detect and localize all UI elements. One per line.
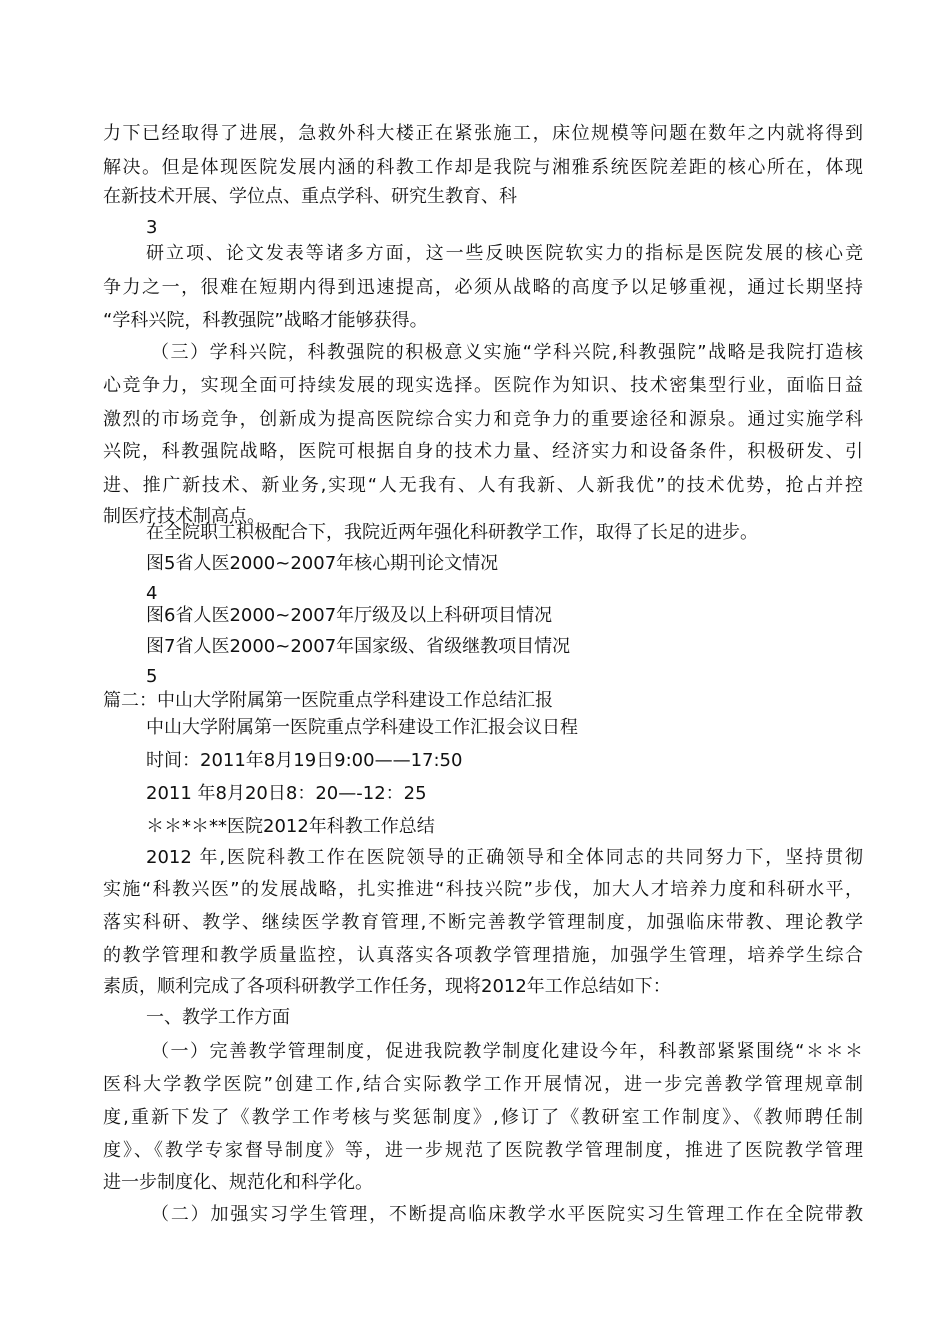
text-line-7: （三）学科兴院，科教强院的积极意义实施“学科兴院,科教强院”战略是我院打造核 xyxy=(151,342,863,363)
text-line-20: 医科大学教学医院”创建工作,结合实际教学工作开展情况，进一步完善教学管理规章制 xyxy=(103,1074,863,1095)
figure-caption-6: 图6省人医2000~2007年厅级及以上科研项目情况 xyxy=(146,605,553,626)
text-line-3: 在新技术开展、学位点、重点学科、研究生教育、科 xyxy=(103,186,517,207)
page-number-5: 5 xyxy=(146,666,158,687)
text-line-24: （二）加强实习学生管理，不断提高临床教学水平医院实习生管理工作在全院带教 xyxy=(151,1204,863,1225)
text-line-21: 度,重新下发了《教学工作考核与奖惩制度》,修订了《教研室工作制度》、《教师聘任制 xyxy=(103,1107,863,1128)
text-line-11: 进、推广新技术、新业务,实现“人无我有、人有我新、人新我优”的技术优势，抢占并控 xyxy=(103,475,863,496)
figure-caption-5: 图5省人医2000~2007年核心期刊论文情况 xyxy=(146,553,499,574)
text-line-16: 落实科研、教学、继续医学教育管理,不断完善教学管理制度，加强临床带教、理论教学 xyxy=(103,912,863,933)
text-line-5: 争力之一，很难在短期内得到迅速提高，必须从战略的高度予以足够重视，通过长期坚持 xyxy=(103,277,863,298)
text-line-23: 进一步制度化、规范化和科学化。 xyxy=(103,1172,373,1193)
text-line-9: 激烈的市场竞争，创新成为提高医院综合实力和竞争力的重要途径和源泉。通过实施学科 xyxy=(103,409,863,430)
text-line-6: “学科兴院，科教强院”战略才能够获得。 xyxy=(103,310,428,331)
text-line-13: 在全院职工积极配合下，我院近两年强化科研教学工作，取得了长足的进步。 xyxy=(146,522,758,543)
text-line-15: 实施“科教兴医”的发展战略，扎实推进“科技兴院”步伐，加大人才培养力度和科研水平， xyxy=(103,879,863,900)
page-number-4: 4 xyxy=(146,583,158,604)
text-line-22: 度》、《教学专家督导制度》等，进一步规范了医院教学管理制度，推进了医院教学管理 xyxy=(103,1140,863,1161)
text-line-14: 2012 年,医院科教工作在医院领导的正确领导和全体同志的共同努力下，坚持贯彻 xyxy=(146,847,863,868)
text-line-17: 的教学管理和教学质量监控，认真落实各项教学管理措施，加强学生管理，培养学生综合 xyxy=(103,945,863,966)
page-number-3: 3 xyxy=(146,217,158,238)
section-heading-2: 篇二：中山大学附属第一医院重点学科建设工作总结汇报 xyxy=(103,690,553,711)
report-title: ＊＊*＊**医院2012年科教工作总结 xyxy=(146,816,435,837)
text-line-1: 力下已经取得了进展，急救外科大楼正在紧张施工，床位规模等问题在数年之内就将得到 xyxy=(103,123,863,144)
text-line-18: 素质，顺利完成了各项科研教学工作任务，现将2012年工作总结如下： xyxy=(103,976,671,997)
subsection-heading-teaching: 一、教学工作方面 xyxy=(146,1007,290,1028)
text-line-4: 研立项、论文发表等诸多方面，这一些反映医院软实力的指标是医院发展的核心竞 xyxy=(146,243,863,264)
meeting-title: 中山大学附属第一医院重点学科建设工作汇报会议日程 xyxy=(146,717,578,738)
text-line-12: 制医疗技术制高点。 xyxy=(103,506,265,527)
text-line-2: 解决。但是体现医院发展内涵的科教工作却是我院与湘雅系统医院差距的核心所在，体现 xyxy=(103,157,863,178)
text-line-19: （一）完善教学管理制度，促进我院教学制度化建设今年，科教部紧紧围绕“＊＊＊ xyxy=(151,1041,863,1062)
text-line-10: 兴院，科教强院战略，医院可根据自身的技术力量、经济实力和设备条件，积极研发、引 xyxy=(103,441,863,462)
figure-caption-7: 图7省人医2000~2007年国家级、省级继教项目情况 xyxy=(146,636,571,657)
meeting-time-1: 时间：2011年8月19日9:00——17:50 xyxy=(146,750,463,771)
meeting-time-2: 2011 年8月20日8：20—-12：25 xyxy=(146,783,427,804)
text-line-8: 心竞争力，实现全面可持续发展的现实选择。医院作为知识、技术密集型行业，面临日益 xyxy=(103,375,863,396)
